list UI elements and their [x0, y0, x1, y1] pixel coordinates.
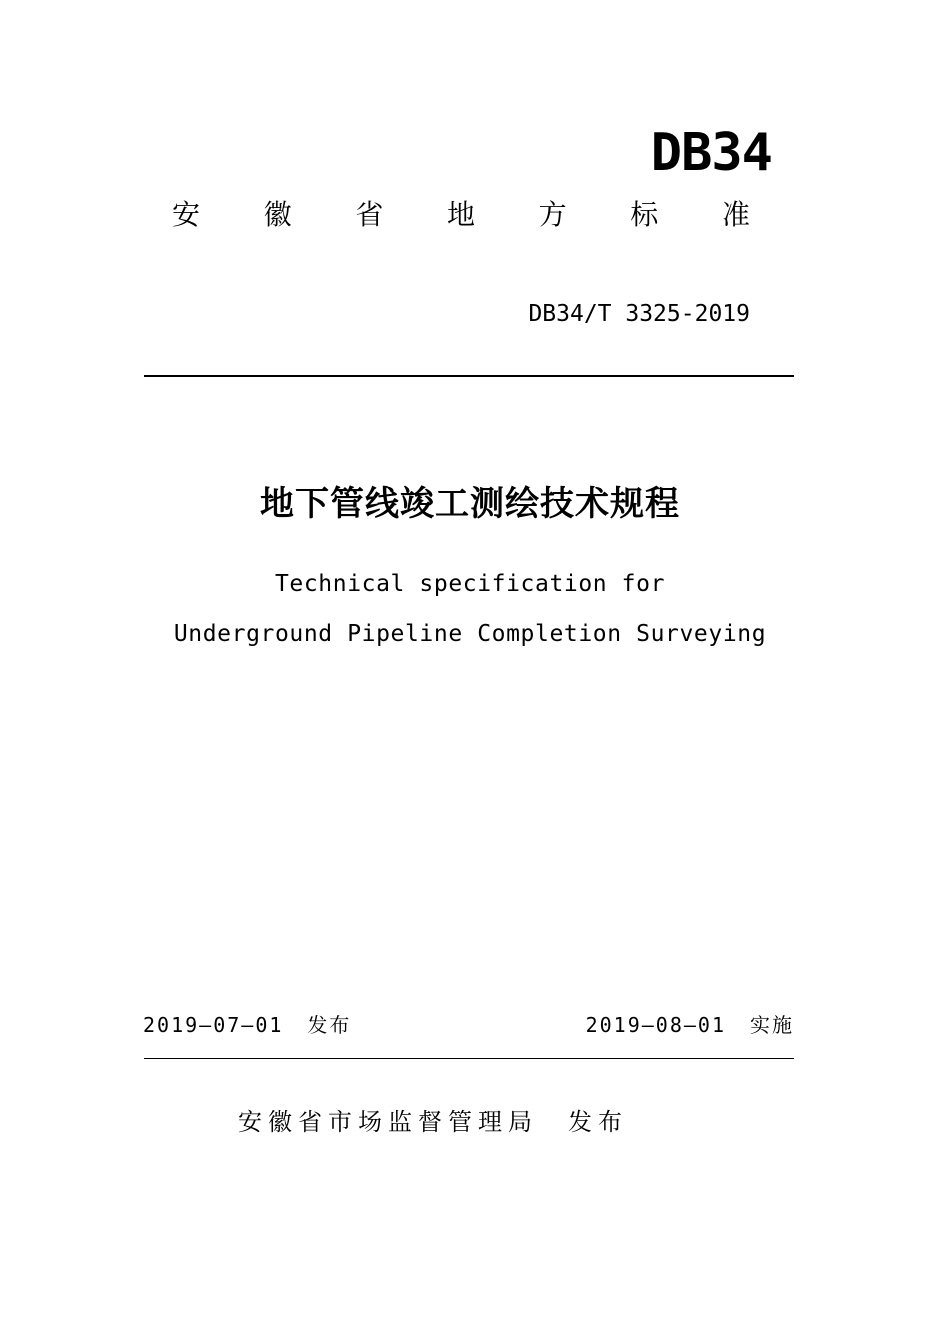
standard-type-char: 徽	[263, 198, 292, 231]
implementation-date: 2019—08—01	[585, 1013, 726, 1037]
issue-label: 发布	[307, 1013, 352, 1037]
issue-date: 2019—07—01	[143, 1013, 284, 1037]
issue-date-block	[143, 1010, 351, 1040]
title-chinese: 地下管线竣工测绘技术规程	[260, 484, 680, 524]
title-english-line1: Technical specification for	[274, 571, 666, 597]
publisher-line	[238, 1104, 628, 1140]
publisher-name: 安徽省市场监督管理局	[238, 1108, 538, 1136]
standard-type-char: 省	[355, 198, 384, 231]
standard-type-char: 方	[538, 198, 567, 231]
standard-number: DB34/T 3325-2019	[528, 301, 750, 327]
bottom-divider	[144, 1058, 794, 1059]
standard-type-char: 安	[172, 198, 201, 231]
implementation-label: 实施	[750, 1013, 794, 1037]
implementation-date-block	[586, 1010, 794, 1040]
top-divider	[144, 375, 794, 377]
publisher-label: 发布	[568, 1108, 628, 1136]
standard-type-char: 标	[630, 198, 659, 231]
title-english-line2: Underground Pipeline Completion Surveying	[173, 621, 767, 647]
standard-code-large: DB34	[650, 123, 772, 183]
standard-type-char: 准	[721, 198, 750, 231]
standard-type-char: 地	[446, 198, 475, 231]
standard-type-heading	[146, 195, 772, 235]
